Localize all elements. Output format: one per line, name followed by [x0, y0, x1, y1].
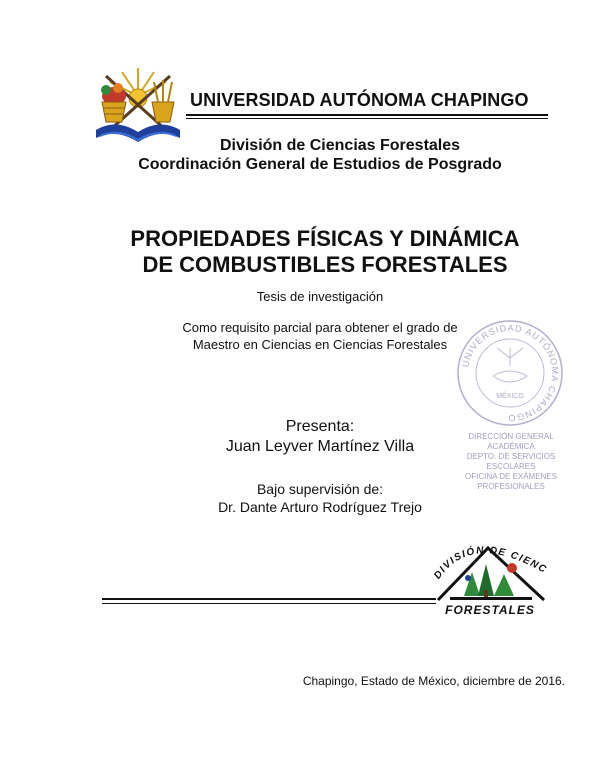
presenter-label: Presenta:	[285, 418, 355, 435]
division-name: División de Ciencias Forestales	[219, 137, 461, 154]
university-name: UNIVERSIDAD AUTÓNOMA CHAPINGO	[190, 90, 529, 110]
stamp-line: OFICINA DE EXÁMENES PROFESIONALES	[464, 472, 558, 491]
header-rule-bottom	[186, 118, 548, 119]
footer-rule-top	[102, 598, 436, 600]
university-logo	[92, 66, 184, 148]
footer-rule-bottom	[102, 603, 436, 604]
svg-text:UNIVERSIDAD AUTÓNOMA CHAPINGO	[460, 323, 560, 423]
header-rule-top	[186, 114, 548, 116]
stamp-line: DEPTO. DE SERVICIOS ESCOLARES	[466, 452, 556, 471]
place-and-date: Chapingo, Estado de México, diciembre de 2016.	[302, 674, 565, 688]
stamp-ring-text: UNIVERSIDAD AUTÓNOMA CHAPINGO	[460, 322, 561, 424]
division-logo-arc-text: DIVISIÓN DE CIENC	[432, 545, 548, 582]
requirement-line-2: Maestro en Ciencias en Ciencias Forestales	[192, 337, 448, 352]
thesis-title-line-2: DE COMBUSTIBLES FORESTALES	[142, 252, 508, 277]
thesis-title-line-1: PROPIEDADES FÍSICAS Y DINÁMICA	[130, 226, 520, 251]
stamp-line: DIRECCIÓN GENERAL ACADÉMICA	[468, 432, 554, 451]
official-stamp	[455, 318, 565, 428]
requirement-line-1: Como requisito parcial para obtener el grado de	[182, 320, 458, 335]
thesis-type: Tesis de investigación	[256, 289, 384, 304]
division-logo	[428, 534, 548, 620]
division-logo-bottom-text: FORESTALES	[445, 603, 535, 617]
coordination-name: Coordinación General de Estudios de Posgrado	[138, 156, 502, 173]
supervisor-name: Dr. Dante Arturo Rodríguez Trejo	[218, 499, 422, 515]
supervision-label: Bajo supervisión de:	[256, 481, 384, 497]
author-name: Juan Leyver Martínez Villa	[225, 438, 415, 455]
stamp-center-text: MÉXICO	[496, 393, 524, 400]
